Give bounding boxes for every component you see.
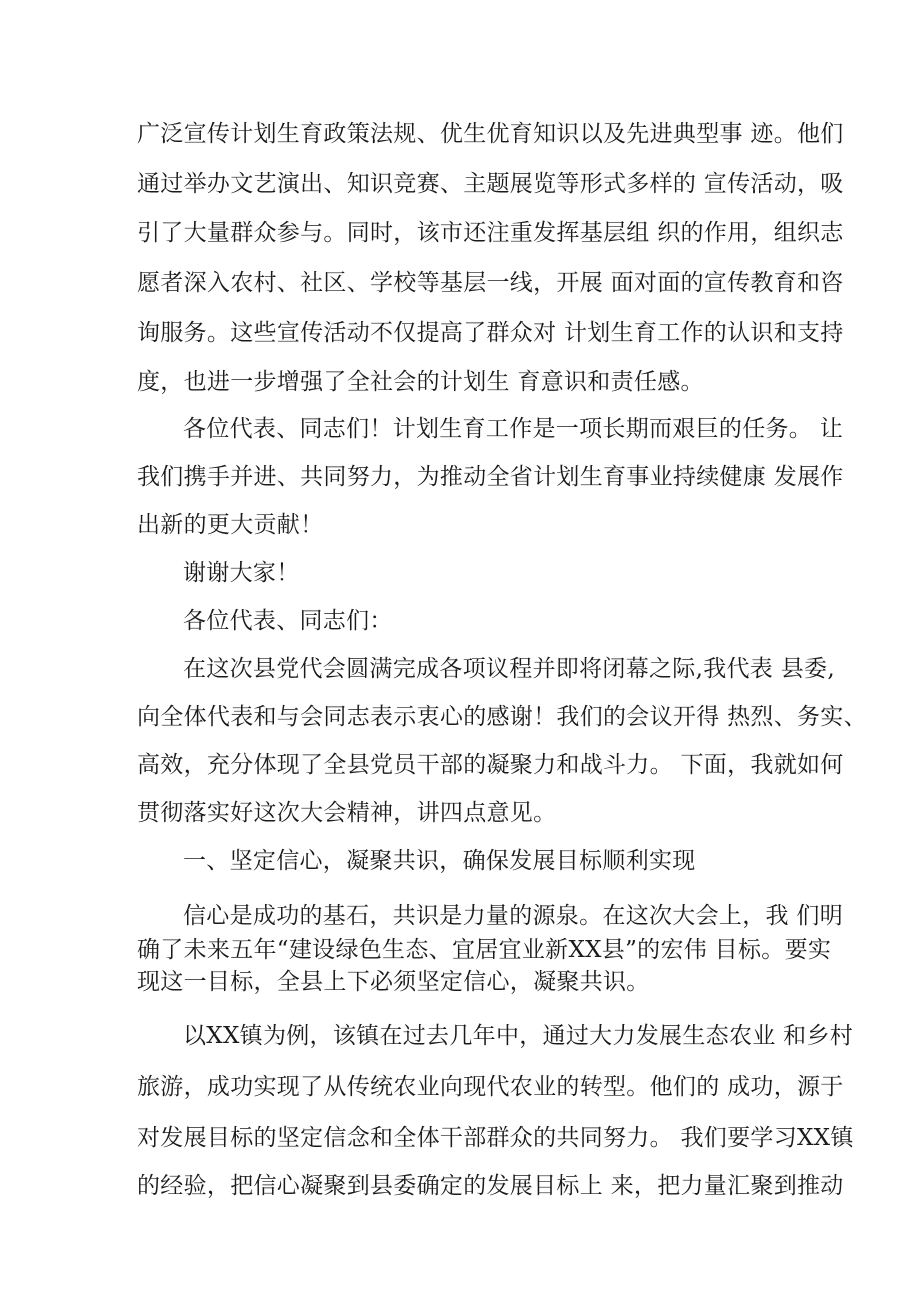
- paragraph-line: 度，也进一步增强了全社会的计划生 育意识和责任感。: [137, 369, 704, 395]
- paragraph-line: 广泛宣传计划生育政策法规、优生优育知识以及先进典型事 迹。他们: [137, 121, 844, 147]
- paragraph-line: 信心是成功的基石，共识是力量的源泉。在这次大会上，我 们明: [183, 903, 844, 929]
- salutation: 各位代表、同志们：: [183, 608, 393, 634]
- paragraph-line: 以XX镇为例，该镇在过去几年中，通过大力发展生态农业 和乡村: [183, 1023, 854, 1049]
- section-heading: 一、坚定信心，凝聚共识，确保发展目标顺利实现: [183, 848, 696, 874]
- paragraph-line: 现这一目标，全县上下必须坚定信心，凝聚共识。: [137, 969, 650, 995]
- paragraph-line: 谢谢大家！: [183, 560, 300, 586]
- paragraph-line: 询服务。这些宣传活动不仅提高了群众对 计划生育工作的认识和支持: [137, 320, 844, 346]
- paragraph-line: 对发展目标的坚定信念和全体干部群众的共同努力。 我们要学习XX镇: [137, 1125, 854, 1151]
- paragraph-line: 旅游，成功实现了从传统农业向现代农业的转型。他们的 成功，源于: [137, 1074, 844, 1100]
- paragraph-line: 高效，充分体现了全县党员干部的凝聚力和战斗力。 下面，我就如何: [137, 752, 844, 778]
- paragraph-line: 的经验，把信心凝聚到县委确定的发展目标上 来，把力量汇聚到推动: [137, 1173, 844, 1199]
- paragraph-line: 我们携手并进、共同努力，为推动全省计划生育事业持续健康 发展作: [137, 464, 844, 490]
- paragraph-line: 向全体代表和与会同志表示衷心的感谢！我们的会议开得 热烈、务实、: [137, 704, 867, 730]
- paragraph-line: 各位代表、同志们！计划生育工作是一项长期而艰巨的任务。 让: [183, 416, 844, 442]
- paragraph-line: 在这次县党代会圆满完成各项议程并即将闭幕之际,我代表 县委,: [183, 656, 835, 682]
- paragraph-line: 愿者深入农村、社区、学校等基层一线，开展 面对面的宣传教育和咨: [137, 270, 844, 296]
- paragraph-line: 确了未来五年“建设绿色生态、宜居宜业新XX县”的宏伟 目标。要实: [137, 937, 832, 963]
- paragraph-line: 引了大量群众参与。同时，该市还注重发挥基层组 织的作用，组织志: [137, 220, 844, 246]
- paragraph-line: 通过举办文艺演出、知识竞赛、主题展览等形式多样的 宣传活动，吸: [137, 171, 844, 197]
- paragraph-line: 出新的更大贡献！: [137, 512, 324, 538]
- paragraph-line: 贯彻落实好这次大会精神，讲四点意见。: [137, 800, 557, 826]
